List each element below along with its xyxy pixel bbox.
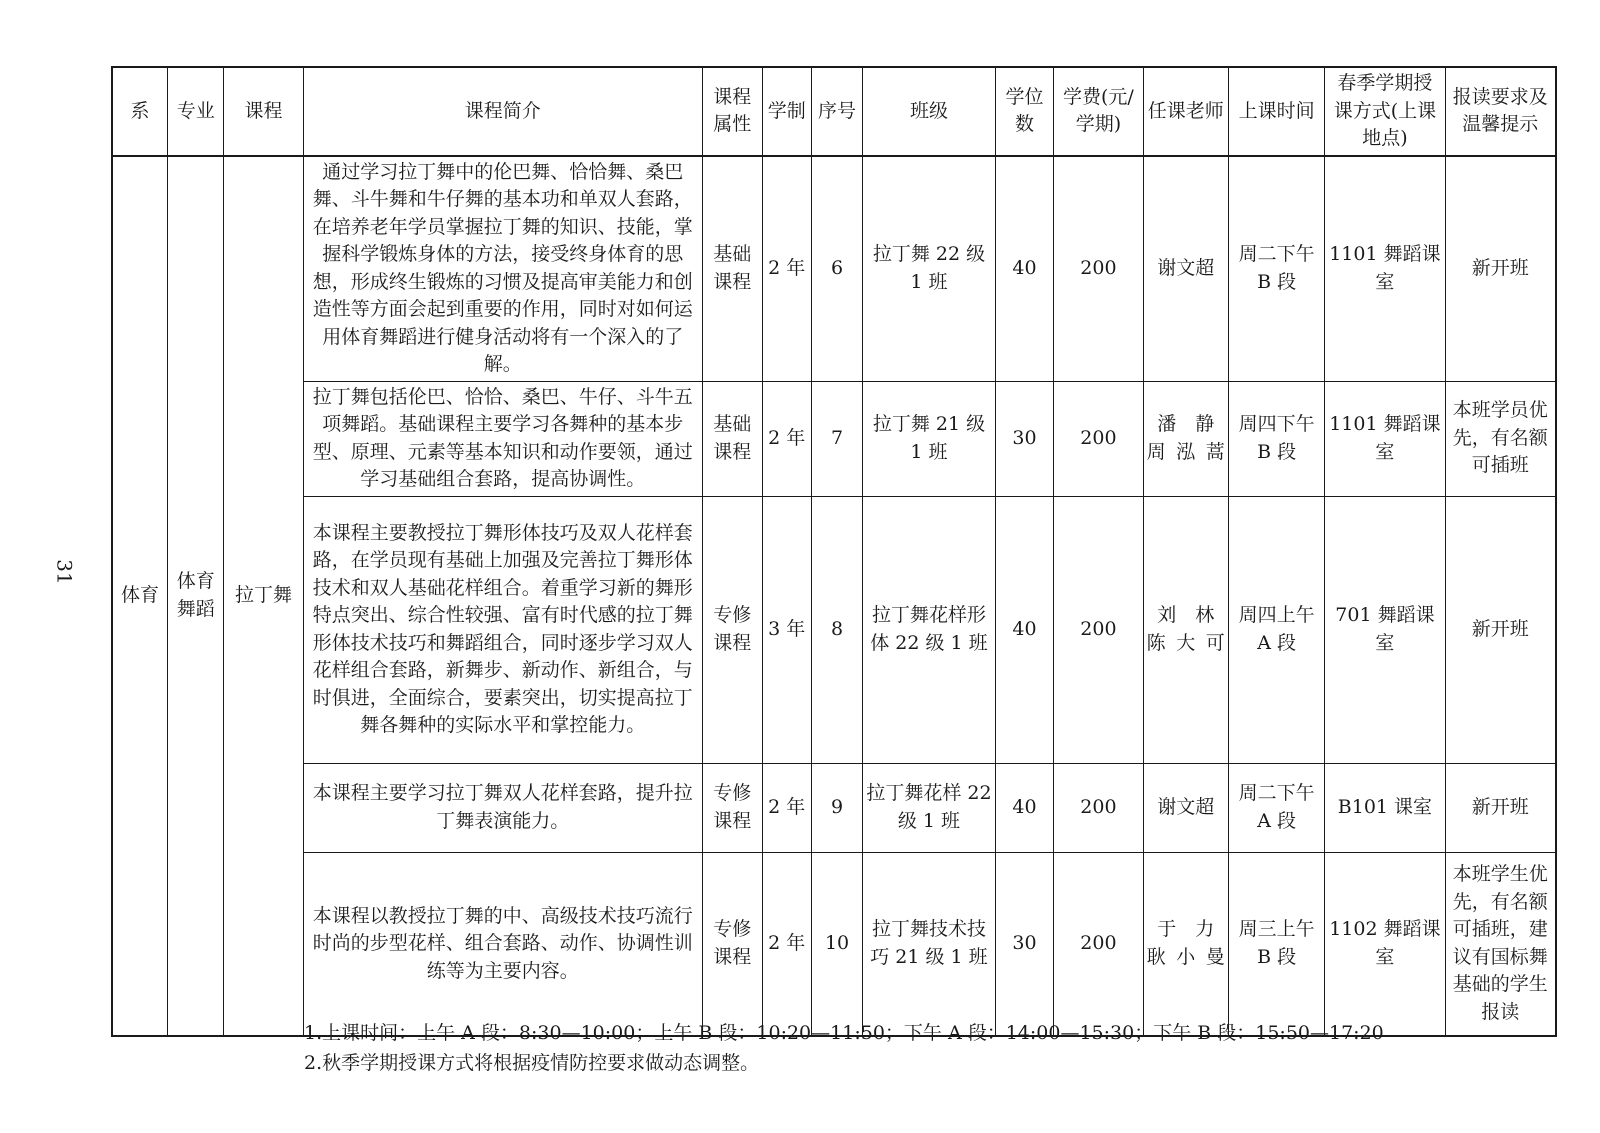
attr-cell: 基础课程 [703, 156, 763, 382]
header-intro: 课程简介 [303, 67, 703, 156]
mode-cell: 1102 舞蹈课室 [1325, 852, 1445, 1036]
header-fee: 学费(元/学期) [1054, 67, 1143, 156]
attr-cell: 基础课程 [703, 381, 763, 496]
mode-cell: B101 课室 [1325, 763, 1445, 852]
attr-cell: 专修课程 [703, 852, 763, 1036]
time-cell: 周二下午A 段 [1228, 763, 1325, 852]
mode-cell: 1101 舞蹈课室 [1325, 156, 1445, 382]
duration-cell: 2 年 [762, 852, 811, 1036]
header-time: 上课时间 [1228, 67, 1325, 156]
duration-cell: 2 年 [762, 763, 811, 852]
fee-cell: 200 [1054, 496, 1143, 763]
footnote-mode: 2.秋季学期授课方式将根据疫情防控要求做动态调整。 [304, 1052, 760, 1074]
intro-cell: 本课程主要教授拉丁舞形体技巧及双人花样套路，在学员现有基础上加强及完善拉丁舞形体技术和双人基础花样组合。着重学习新的舞形特点突出、综合性较强、富有时代感的拉丁舞形体技术技巧和舞蹈组合，同时逐步学习双人花样组合套路，新舞步、新动作、新组合，与时俱进，全面综合，要素突出，切实提高拉丁舞各舞种的实际水平和掌控能力。 [303, 496, 703, 763]
header-duration: 学制 [762, 67, 811, 156]
class-cell: 拉丁舞 22 级 1 班 [863, 156, 995, 382]
fee-cell: 200 [1054, 852, 1143, 1036]
course-cell: 拉丁舞 [224, 156, 303, 1037]
teacher-cell: 谢文超 [1143, 763, 1228, 852]
seats-cell: 30 [995, 852, 1054, 1036]
note-cell: 本班学员优先，有名额可插班 [1445, 381, 1556, 496]
time-cell: 周三上午B 段 [1228, 852, 1325, 1036]
seats-cell: 30 [995, 381, 1054, 496]
note-cell: 新开班 [1445, 496, 1556, 763]
intro-cell: 通过学习拉丁舞中的伦巴舞、恰恰舞、桑巴舞、斗牛舞和牛仔舞的基本功和单双人套路，在培养老年学员掌握拉丁舞的知识、技能，掌握科学锻炼身体的方法，接受终身体育的思想，形成终生锻炼的习惯及提高审美能力和创造性等方面会起到重要的作用，同时对如何运用体育舞蹈进行健身活动将有一个深入的了解。 [303, 156, 703, 382]
class-cell: 拉丁舞花样形体 22 级 1 班 [863, 496, 995, 763]
class-cell: 拉丁舞花样 22 级 1 班 [863, 763, 995, 852]
major-cell: 体育舞蹈 [167, 156, 223, 1037]
fee-cell: 200 [1054, 156, 1143, 382]
header-seq: 序号 [811, 67, 862, 156]
class-cell: 拉丁舞 21 级 1 班 [863, 381, 995, 496]
time-cell: 周二下午B 段 [1228, 156, 1325, 382]
course-table [111, 66, 1557, 1037]
header-course: 课程 [224, 67, 303, 156]
attr-cell: 专修课程 [703, 496, 763, 763]
header-row [112, 67, 1556, 156]
teacher-cell: 潘 静 周泓蒿 [1143, 381, 1228, 496]
intro-cell: 本课程主要学习拉丁舞双人花样套路，提升拉丁舞表演能力。 [303, 763, 703, 852]
teacher-cell: 谢文超 [1143, 156, 1228, 382]
seats-cell: 40 [995, 156, 1054, 382]
fee-cell: 200 [1054, 381, 1143, 496]
seats-cell: 40 [995, 763, 1054, 852]
teacher-cell: 刘 林 陈大可 [1143, 496, 1228, 763]
teacher-cell: 于 力 耿小曼 [1143, 852, 1228, 1036]
class-cell: 拉丁舞技术技巧 21 级 1 班 [863, 852, 995, 1036]
header-dept: 系 [112, 67, 167, 156]
page-number: 31 [52, 559, 77, 585]
header-seats: 学位数 [995, 67, 1054, 156]
duration-cell: 2 年 [762, 156, 811, 382]
header-mode: 春季学期授课方式(上课地点) [1325, 67, 1445, 156]
table-row [112, 156, 1556, 382]
table-row [112, 496, 1556, 763]
note-cell: 新开班 [1445, 156, 1556, 382]
seats-cell: 40 [995, 496, 1054, 763]
dept-cell: 体育 [112, 156, 167, 1037]
header-teacher: 任课老师 [1143, 67, 1228, 156]
header-attr: 课程属性 [703, 67, 763, 156]
duration-cell: 2 年 [762, 381, 811, 496]
mode-cell: 1101 舞蹈课室 [1325, 381, 1445, 496]
header-class: 班级 [863, 67, 995, 156]
header-major: 专业 [167, 67, 223, 156]
table-row [112, 763, 1556, 852]
seq-cell: 9 [811, 763, 862, 852]
attr-cell: 专修课程 [703, 763, 763, 852]
seq-cell: 8 [811, 496, 862, 763]
duration-cell: 3 年 [762, 496, 811, 763]
fee-cell: 200 [1054, 763, 1143, 852]
note-cell: 新开班 [1445, 763, 1556, 852]
seq-cell: 10 [811, 852, 862, 1036]
intro-cell: 本课程以教授拉丁舞的中、高级技术技巧流行时尚的步型花样、组合套路、动作、协调性训练等为主要内容。 [303, 852, 703, 1036]
seq-cell: 6 [811, 156, 862, 382]
footnote-time: 1.上课时间：上午 A 段：8:30—10:00；上午 B 段：10:20—11:50；下午 A 段：14:00—15:30；下午 B 段：15:50—17:20 [304, 1022, 1384, 1044]
mode-cell: 701 舞蹈课室 [1325, 496, 1445, 763]
intro-cell: 拉丁舞包括伦巴、恰恰、桑巴、牛仔、斗牛五项舞蹈。基础课程主要学习各舞种的基本步型、原理、元素等基本知识和动作要领，通过学习基础组合套路，提高协调性。 [303, 381, 703, 496]
time-cell: 周四下午B 段 [1228, 381, 1325, 496]
table-row [112, 852, 1556, 1036]
table-row [112, 381, 1556, 496]
seq-cell: 7 [811, 381, 862, 496]
note-cell: 本班学生优先，有名额可插班，建议有国标舞基础的学生报读 [1445, 852, 1556, 1036]
footnotes [304, 1018, 1384, 1078]
header-note: 报读要求及温馨提示 [1445, 67, 1556, 156]
time-cell: 周四上午A 段 [1228, 496, 1325, 763]
